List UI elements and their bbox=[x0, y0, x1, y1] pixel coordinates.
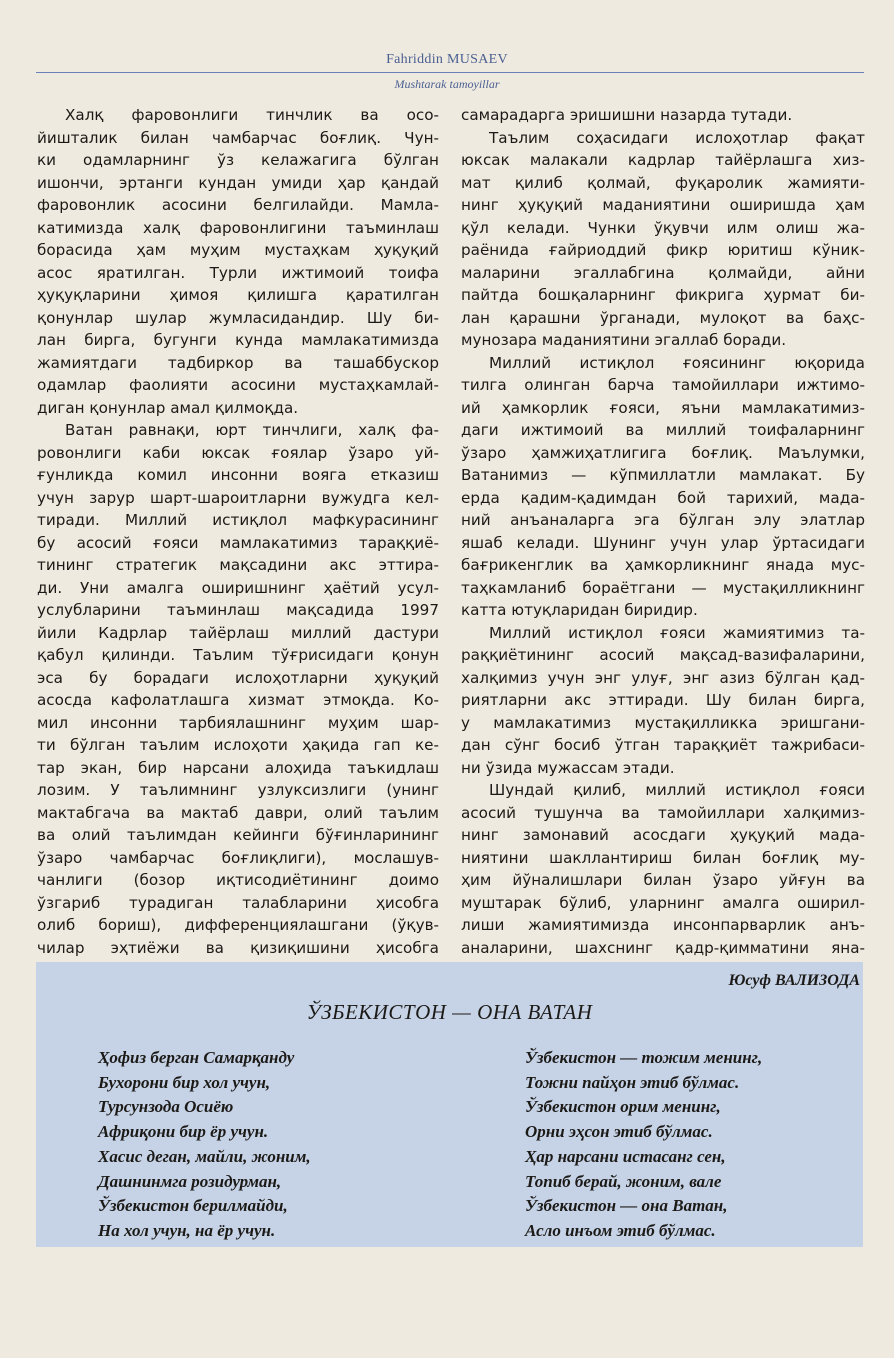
poem-verse-line: Ҳар нарсани истасанг сен, bbox=[525, 1146, 726, 1166]
text-line: риятларни акс эттиради. Шу билан бирга, bbox=[461, 691, 865, 709]
text-line: ни ўзида мужассам этади. bbox=[461, 758, 675, 777]
text-line: мил инсонни тарбиялашнинг муҳим шар- bbox=[37, 713, 439, 732]
text-line: лозим. У таълимнинг узлуксизлиги (унинг bbox=[37, 781, 439, 799]
text-line: ўзгариб турадиган талабларини ҳисобга bbox=[37, 893, 439, 912]
text-line: фаровонлик асосини белгилайди. Мамла- bbox=[37, 196, 439, 214]
text-line: Ватан равнақи, юрт тинчлиги, халқ фа- bbox=[65, 421, 439, 439]
poem-verse-line: Турсунзода Осиёю bbox=[98, 1097, 234, 1117]
text-line: самарадарга эришишни назарда тутади. bbox=[461, 106, 793, 124]
text-line: дан сўнг босиб ўтган тараққиёт тажрибаси- bbox=[461, 736, 865, 754]
text-line: даги ижтимоий ва миллий тоифаларнинг bbox=[461, 421, 865, 439]
text-line: бағрикенглик ва ҳамкорликнинг янада мус- bbox=[461, 556, 865, 574]
text-line: Халқ фаровонлиги тинчлик ва осо- bbox=[65, 106, 439, 124]
text-line: лиши жамиятимизда инсонпарварлик анъ- bbox=[461, 916, 865, 934]
text-line: Миллий истиқлол ғоясининг юқорида bbox=[489, 353, 865, 372]
text-line: Шундай қилиб, миллий истиқлол ғояси bbox=[489, 781, 865, 799]
text-line: ерда қадим-қадимдан бой тарихий, мада- bbox=[461, 488, 865, 507]
poem-verse-line: Ҳофиз берган Самарқанду bbox=[98, 1048, 295, 1067]
text-line: учун зарур шарт-шароитларни вужудга кел- bbox=[37, 488, 439, 507]
text-line: эса бу борадаги ислоҳотларни ҳуқуқий bbox=[37, 668, 439, 687]
poem-stanza-left bbox=[98, 1046, 311, 1244]
text-line: Миллий истиқлол ғояси жамиятимиз та- bbox=[489, 623, 865, 642]
poem-verse-line: Орни эҳсон этиб бўлмас. bbox=[525, 1122, 713, 1142]
text-line: нинг замонавий асосдаги ҳуқуқий мада- bbox=[461, 826, 865, 844]
poem-verse-line: Топиб берай, жоним, вале bbox=[525, 1171, 722, 1191]
text-line: ғунликда комил инсонни вояга етказиш bbox=[37, 466, 439, 484]
text-line: чанлиги (бозор иқтисодиётининг доимо bbox=[37, 871, 439, 889]
text-line: мат қилиб қолмай, фуқаролик жамияти- bbox=[461, 173, 865, 192]
poem-verse-line: Хасис деган, майли, жоним, bbox=[98, 1146, 311, 1166]
text-line: нинг ҳуқуқий маданиятини оширишда ҳам bbox=[461, 196, 865, 214]
text-line: ди. Уни амалга оширишнинг ҳаётий усул- bbox=[37, 578, 439, 597]
text-line: пайтда бошқаларнинг фикрига ҳурмат би- bbox=[461, 286, 865, 304]
text-line: услубларини таъминлаш мақсадида 1997 bbox=[37, 601, 439, 619]
poem-verse-line: Ўзбекистон орим менинг, bbox=[525, 1097, 721, 1117]
text-line: ий ҳамкорлик ғояси, яъни мамлакатимиз- bbox=[461, 398, 865, 417]
text-line: катимизда халқ фаровонлигини таъминлаш bbox=[37, 218, 439, 237]
article-right-column bbox=[461, 104, 865, 982]
text-line: чилар эҳтиёжи ва қизиқишини ҳисобга bbox=[37, 938, 439, 957]
text-line: мунозара маданиятини эгаллаб боради. bbox=[461, 331, 787, 349]
poem-verse-line: Африқони бир ёр учун. bbox=[98, 1122, 269, 1142]
text-line: диган қонунлар амал қилмоқда. bbox=[37, 398, 299, 417]
text-line: ўзаро чамбарчас боғлиқлиги), мослашув- bbox=[37, 848, 439, 867]
text-line: маларини эгаллабгина қолмайди, айни bbox=[461, 263, 865, 282]
text-line: ҳуқуқларини ҳимоя қилишга қаратилган bbox=[37, 286, 439, 304]
text-line: лан қарашни ўрганади, мулоқот ва баҳс- bbox=[461, 308, 865, 327]
text-line: мактабгача ва мактаб даври, олий таълим bbox=[37, 803, 439, 822]
text-line: ҳим йўналишлари билан ўзаро уйғун ва bbox=[461, 871, 865, 889]
text-line: тар экан, бир нарсани алоҳида таъкидлаш bbox=[37, 758, 439, 777]
poem-verse-line: Асло инъом этиб бўлмас. bbox=[525, 1220, 716, 1240]
text-line: катта ютуқларидан биридир. bbox=[461, 601, 698, 619]
poem-stanza-right bbox=[525, 1046, 762, 1244]
text-line: ти бўлган таълим ислоҳоти ҳақида гап ке- bbox=[37, 736, 439, 754]
poem-verse-line: Ўзбекистон — она Ватан, bbox=[525, 1196, 728, 1216]
text-line: одамлар фаолияти асосини мустаҳкамлай- bbox=[37, 376, 439, 394]
text-line: асос яратилган. Турли ижтимоий тоифа bbox=[37, 263, 439, 282]
text-line: Таълим соҳасидаги ислоҳотлар фақат bbox=[489, 128, 865, 147]
poem-verse-line: Бухорони бир хол учун, bbox=[98, 1072, 271, 1092]
header-rule bbox=[36, 72, 864, 73]
text-line: қонунлар шулар жумласидандир. Шу би- bbox=[37, 308, 439, 327]
poem-author: Юсуф ВАЛИЗОДА bbox=[728, 972, 860, 989]
text-line: таҳкамланиб бораётгани — мустақилликнинг bbox=[461, 578, 865, 597]
text-line: у мамлакатимиз мустақилликка эришгани- bbox=[461, 713, 865, 732]
text-line: юксак малакали кадрлар тайёрлашга хиз- bbox=[461, 151, 865, 169]
text-line: ниятини шакллантириш билан боғлиқ му- bbox=[461, 848, 865, 867]
text-line: аналарини, шахснинг қадр-қимматини яна- bbox=[461, 938, 865, 957]
text-line: Ватанимиз — кўпмиллатли мамлакат. Бу bbox=[461, 466, 865, 484]
text-line: ровонлиги каби юксак ғоялар ўзаро уй- bbox=[37, 443, 439, 462]
running-header-subtitle: Mushtarak tamoyillar bbox=[394, 77, 500, 91]
text-line: асосда кафолатлашга хизмат этмоқда. Ко- bbox=[37, 691, 439, 709]
article-left-column bbox=[37, 104, 439, 982]
text-line: ки одамларнинг ўз келажагига бўлган bbox=[37, 151, 439, 169]
text-line: борасида ҳам муҳим мустаҳкам ҳуқуқий bbox=[37, 241, 439, 259]
text-line: тилга олинган барча тамойиллари ижтимо- bbox=[461, 376, 865, 394]
poem-verse-line: Ўзбекистон берилмайди, bbox=[98, 1196, 288, 1216]
poem-verse-line: Дашнинмга розидурман, bbox=[98, 1171, 282, 1191]
text-line: ўзаро ҳамжиҳатлигига боғлиқ. Маълумки, bbox=[461, 443, 865, 462]
text-line: ний анъаналарга эга бўлган элу элатлар bbox=[461, 511, 865, 529]
poem-verse-line: Тожни пайҳон этиб бўлмас. bbox=[525, 1072, 740, 1092]
text-line: йили Кадрлар тайёрлаш миллий дастури bbox=[37, 623, 439, 642]
text-line: тининг стратегик мақсадини акс эттира- bbox=[37, 556, 439, 574]
text-line: тиради. Миллий истиқлол мафкурасининг bbox=[37, 511, 439, 529]
poem-verse-line: На хол учун, на ёр учун. bbox=[98, 1220, 276, 1240]
text-line: раққиётининг асосий мақсад-вазифаларини, bbox=[461, 646, 865, 664]
running-header-author: Fahriddin MUSAEV bbox=[386, 52, 508, 67]
text-line: ишончи, эртанги кундан умиди ҳар қандай bbox=[37, 173, 439, 192]
text-line: халқимиз учун энг улуғ, энг азиз бўлган қад- bbox=[461, 668, 865, 687]
text-line: лан бирга, бугунги кунда мамлакатимизда bbox=[37, 331, 439, 349]
poem-title: ЎЗБЕКИСТОН — ОНА ВАТАН bbox=[306, 1000, 593, 1024]
text-line: олиб бориш), дифференциялашгани (ўқув- bbox=[37, 916, 439, 934]
text-line: муштарак бўлиб, уларнинг амалга оширил- bbox=[461, 893, 865, 912]
text-line: раёнида ғайриоддий фикр юритиш кўник- bbox=[461, 241, 865, 259]
text-line: бу асосий ғояси мамлакатимиз тараққиё- bbox=[37, 533, 439, 552]
poem-verse-line: Ўзбекистон — тожим менинг, bbox=[525, 1048, 763, 1067]
text-line: яшаб келади. Шунинг учун улар ўртасидаги bbox=[461, 533, 865, 552]
text-line: жамиятдаги тадбиркор ва ташаббускор bbox=[37, 353, 439, 372]
text-line: асосий тушунча ва тамойиллари халқимиз- bbox=[461, 803, 865, 822]
text-line: қўл келади. Чунки ўқувчи илм олиш жа- bbox=[461, 218, 865, 237]
text-line: қабул қилинди. Таълим тўғрисидаги қонун bbox=[37, 646, 439, 664]
text-line: йишталик билан чамбарчас боғлиқ. Чун- bbox=[37, 128, 439, 147]
text-line: ва олий таълимдан кейинги бўғинларининг bbox=[37, 826, 439, 844]
